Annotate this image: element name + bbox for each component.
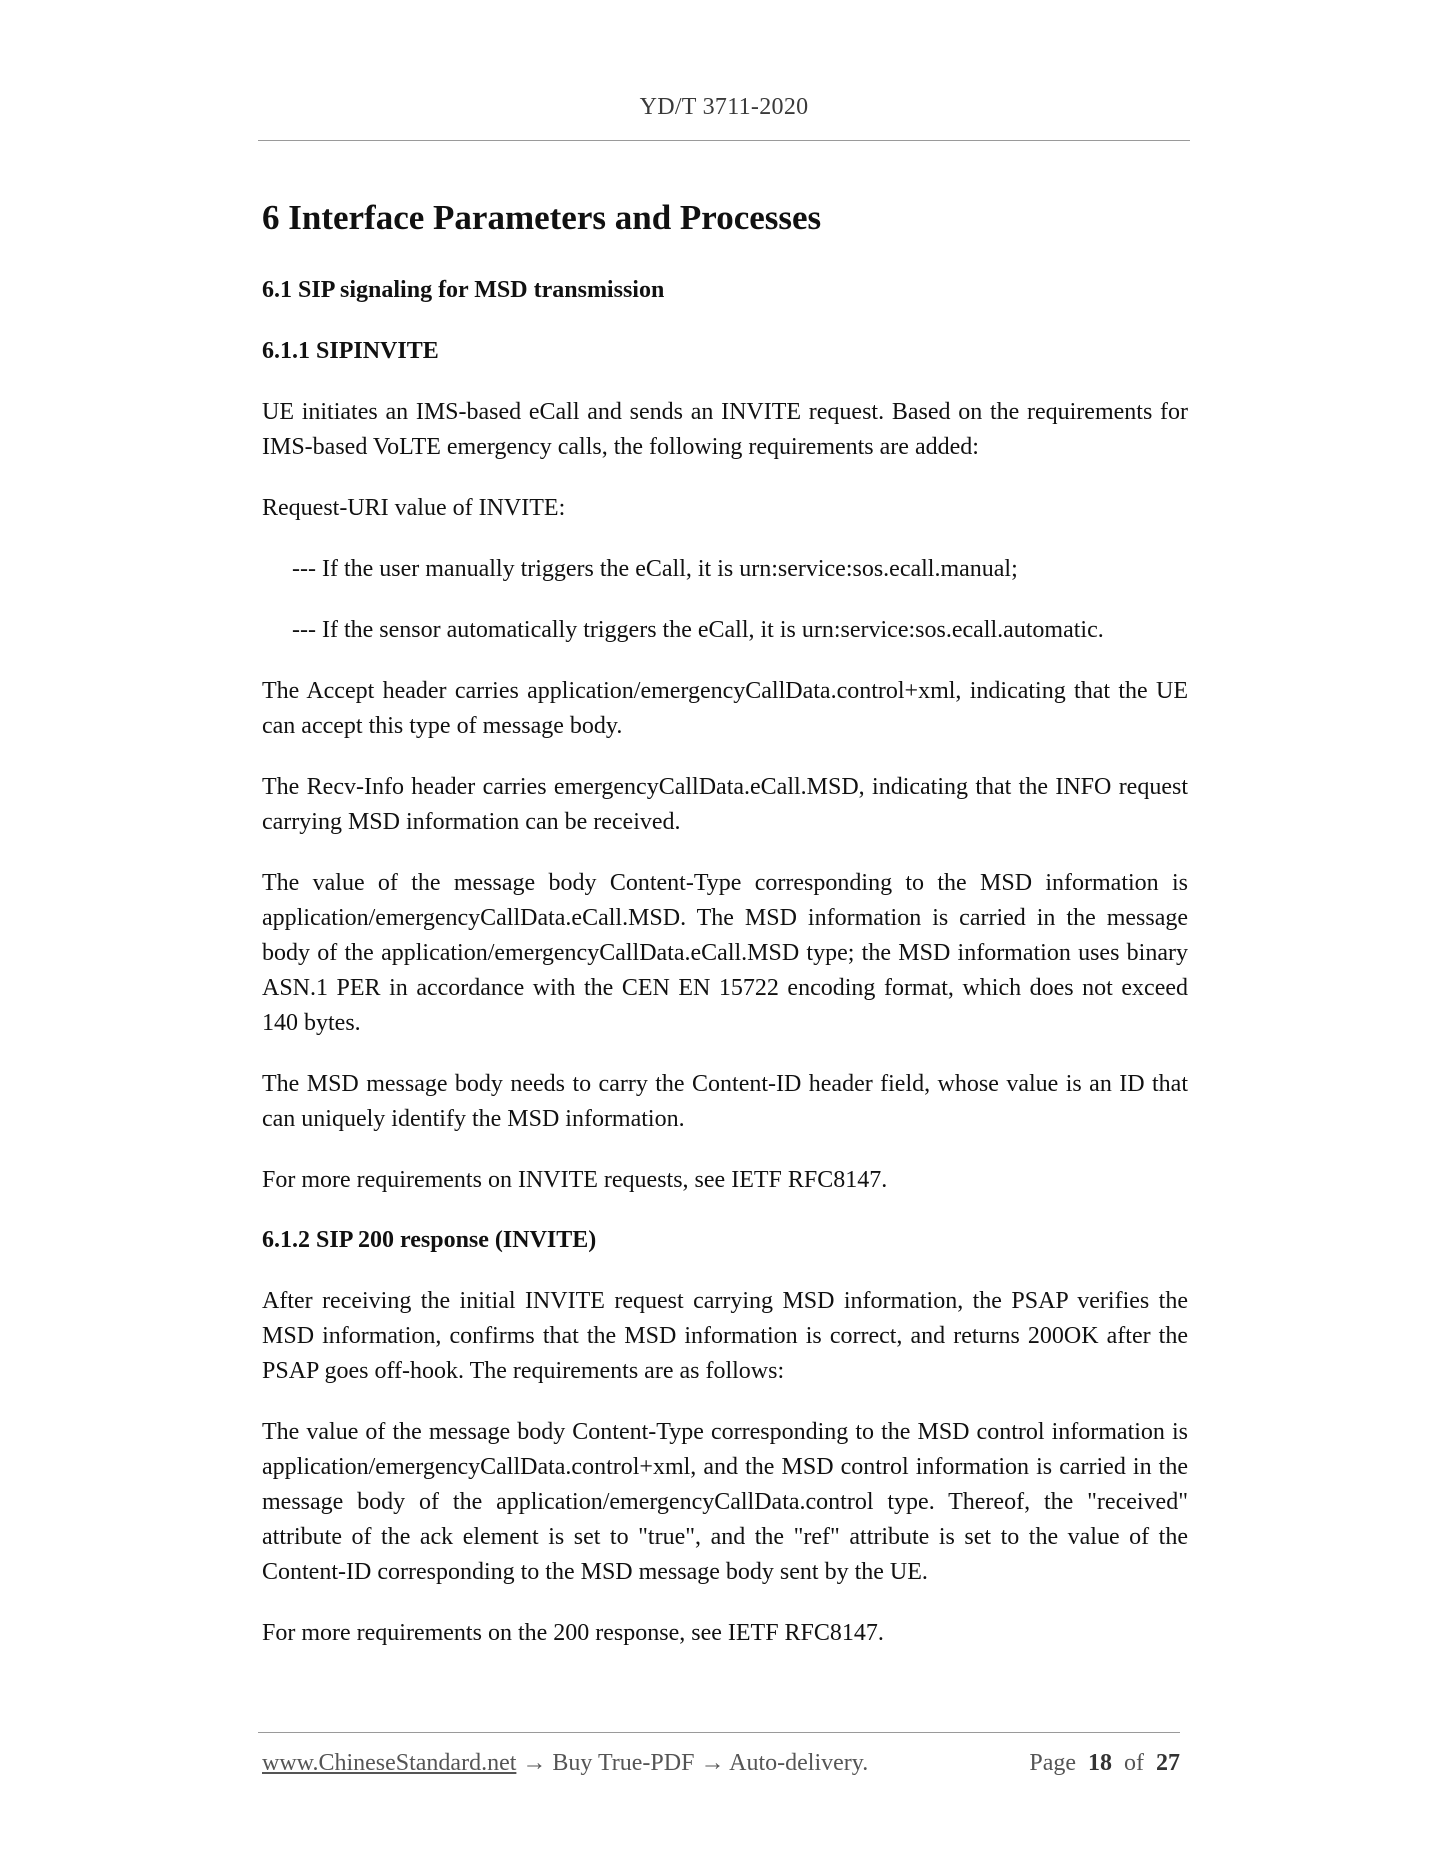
paragraph-content-type-msd: The value of the message body Content-Type corresponding to the MSD information is application/emergencyCallData.eCall.MSD. The MSD information is carried in the message body of the application/emergencyCallData.eCall.MSD type; the MSD information uses binary ASN.1 PER in accordance with the CEN EN 15722 encoding format, which does not exceed 140 bytes. <box>262 870 1188 1036</box>
list-item-manual-trigger: --- If the user manually triggers the eCall, it is urn:service:sos.ecall.manual; <box>292 556 1018 582</box>
header-divider <box>258 140 1190 141</box>
arrow-right-icon: → <box>700 1750 725 1776</box>
auto-delivery-text: Auto-delivery. <box>729 1750 869 1776</box>
subsection-heading-6-1: 6.1 SIP signaling for MSD transmission <box>262 277 665 303</box>
footer-promo <box>262 1750 868 1777</box>
page-current: 18 <box>1088 1750 1112 1776</box>
clause-heading-6-1-2: 6.1.2 SIP 200 response (INVITE) <box>262 1227 597 1253</box>
buy-pdf-text: Buy True-PDF <box>552 1750 695 1776</box>
page-of-label: of <box>1124 1750 1144 1776</box>
paragraph-request-uri: Request-URI value of INVITE: <box>262 495 566 521</box>
paragraph-control-content-type: The value of the message body Content-Type corresponding to the MSD control information is application/emergencyCallData.control+xml, and the MSD control information is carried in the message body of the application/emergencyCallData.control type. Thereof, the "received" attribute of the ack element is set to "true", and the "ref" attribute is set to the value of the Content-ID corresponding to the MSD message body sent by the UE. <box>262 1419 1188 1585</box>
page-number <box>1029 1750 1180 1777</box>
arrow-right-icon: → <box>522 1750 547 1776</box>
section-heading-6: 6 Interface Parameters and Processes <box>262 198 822 237</box>
page-label: Page <box>1029 1750 1076 1776</box>
page-total: 27 <box>1156 1750 1180 1776</box>
paragraph-recv-info-header: The Recv-Info header carries emergencyCallData.eCall.MSD, indicating that the INFO request carrying MSD information can be received. <box>262 774 1188 835</box>
page-body <box>262 196 1188 1677</box>
paragraph-psap-verify: After receiving the initial INVITE request carrying MSD information, the PSAP verifies the MSD information, confirms that the MSD information is correct, and returns 200OK after the PSAP goes off-hook. The requirements are as follows: <box>262 1288 1188 1384</box>
list-item-automatic-trigger: --- If the sensor automatically triggers the eCall, it is urn:service:sos.ecall.automatic. <box>292 617 1104 643</box>
clause-heading-6-1-1: 6.1.1 SIPINVITE <box>262 338 439 364</box>
footer-divider <box>258 1732 1180 1733</box>
website-link[interactable]: www.ChineseStandard.net <box>262 1750 517 1776</box>
paragraph-accept-header: The Accept header carries application/emergencyCallData.control+xml, indicating that the UE can accept this type of message body. <box>262 678 1188 739</box>
paragraph-200-reference: For more requirements on the 200 response, see IETF RFC8147. <box>262 1620 884 1646</box>
paragraph-invite-intro: UE initiates an IMS-based eCall and sends an INVITE request. Based on the requirements for IMS-based VoLTE emergency calls, the following requirements are added: <box>262 399 1188 460</box>
document-id-header: YD/T 3711-2020 <box>639 94 809 120</box>
paragraph-content-id: The MSD message body needs to carry the Content-ID header field, whose value is an ID that can uniquely identify the MSD information. <box>262 1071 1188 1132</box>
paragraph-invite-reference: For more requirements on INVITE requests, see IETF RFC8147. <box>262 1167 888 1193</box>
